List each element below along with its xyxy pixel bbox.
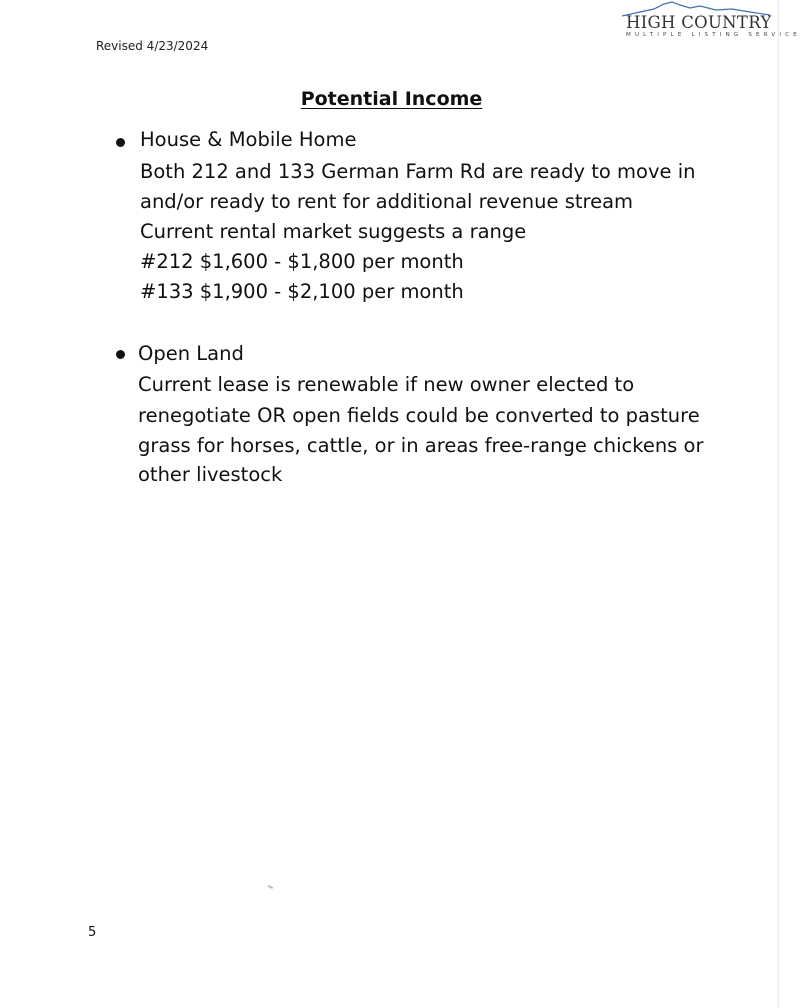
section-line: grass for horses, cattle, or in areas free-range chickens or [138, 434, 704, 457]
revised-date: Revised 4/23/2024 [96, 39, 209, 53]
scan-speck [268, 885, 273, 889]
section-heading: House & Mobile Home [140, 128, 357, 151]
logo-subtitle: MULTIPLE LISTING SERVICE [626, 32, 801, 38]
high-country-logo [620, 0, 801, 44]
bullet-icon [116, 350, 125, 359]
section-line: Current lease is renewable if new owner elected to [138, 373, 635, 396]
section-line: and/or ready to rent for additional revenue stream [140, 190, 634, 213]
page-title: Potential Income [300, 88, 483, 110]
page-number: 5 [88, 925, 97, 940]
section-line: renegotiate OR open fields could be converted to pasture [138, 404, 700, 427]
bullet-icon [116, 138, 125, 147]
page-edge [777, 0, 779, 1008]
section-line: other livestock [138, 463, 283, 486]
section-heading: Open Land [138, 342, 244, 365]
section-line: #133 $1,900 - $2,100 per month [140, 280, 464, 303]
section-line: #212 $1,600 - $1,800 per month [140, 250, 464, 273]
section-line: Both 212 and 133 German Farm Rd are ready to move in [140, 160, 696, 183]
section-line: Current rental market suggests a range [140, 220, 527, 243]
logo-name: HIGH COUNTRY [626, 13, 772, 32]
